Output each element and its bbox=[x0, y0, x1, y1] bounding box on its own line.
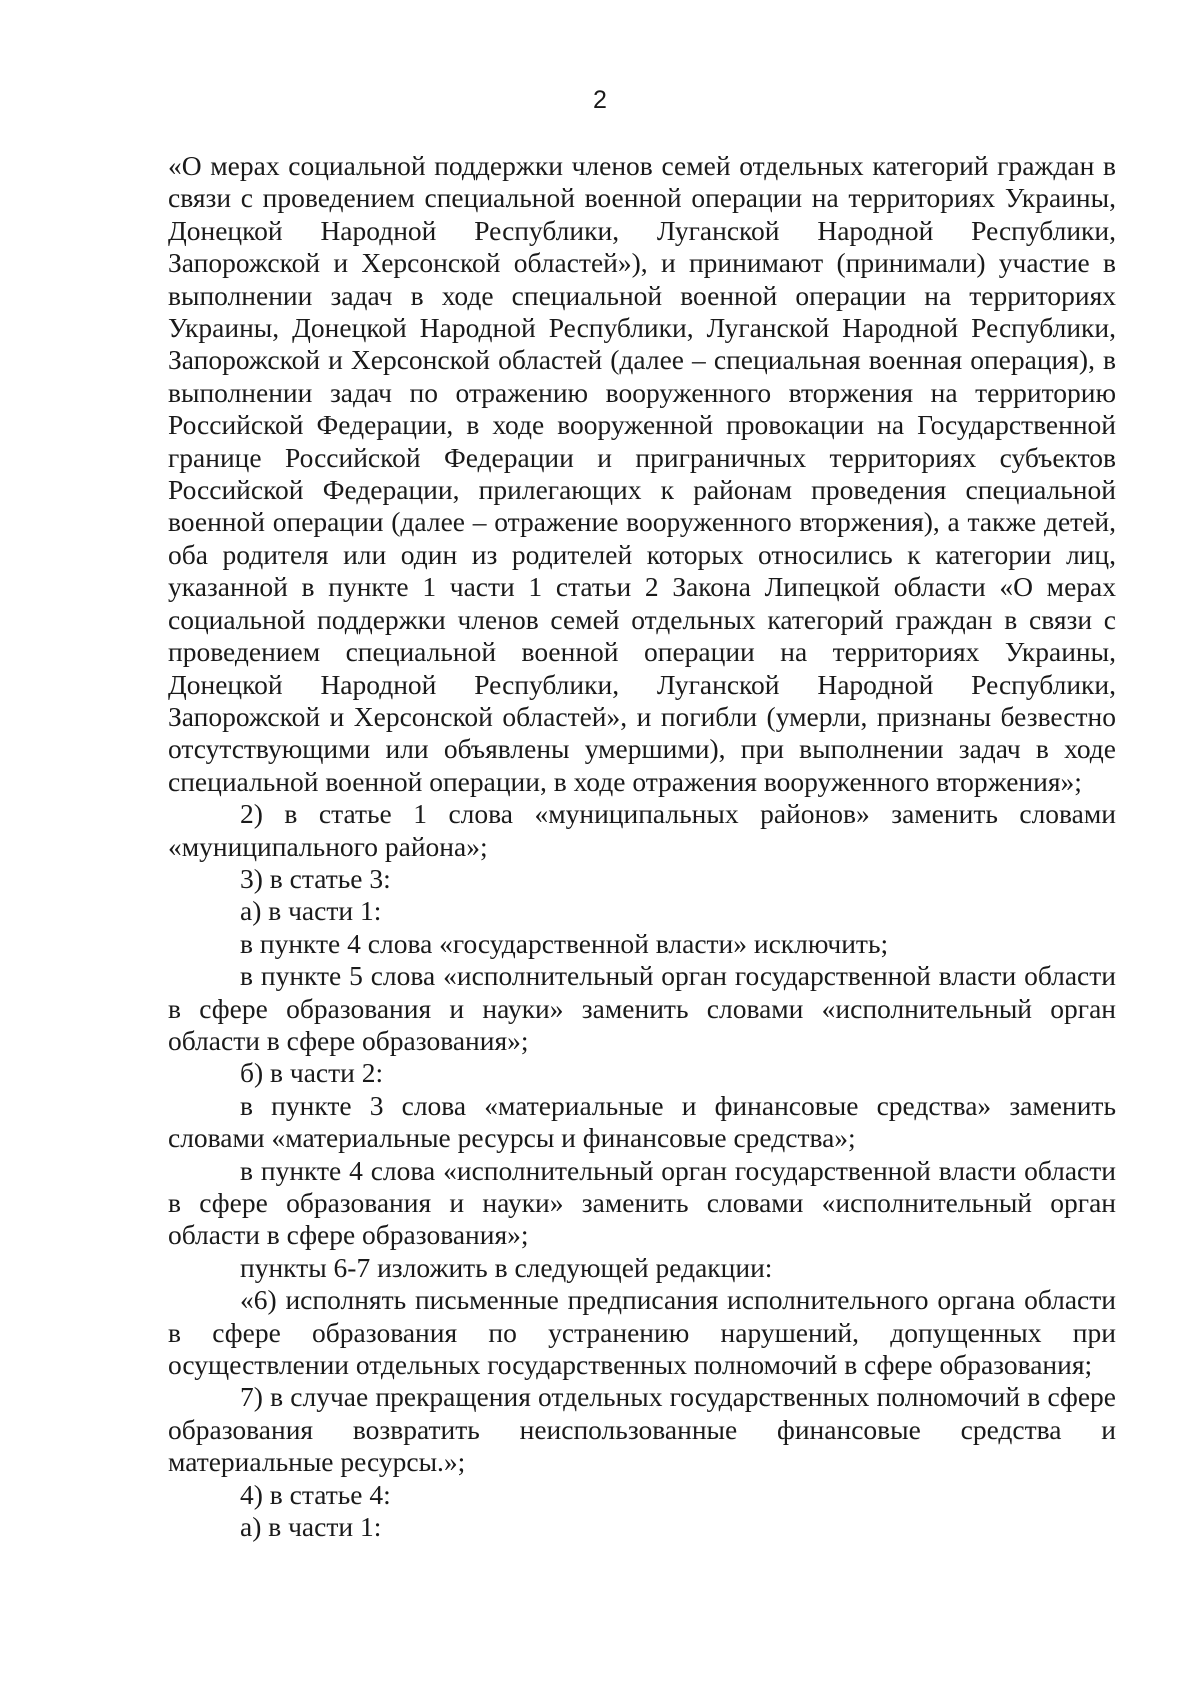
paragraph-item-3a-point-5: в пункте 5 слова «исполнительный орган государственной власти области в сфере образования и науки» заменить словами «исполнительный орган области в сфере образования»; bbox=[168, 960, 1116, 1056]
paragraph-item-3b-point-3: в пункте 3 слова «материальные и финансовые средства» заменить словами «материальные ресурсы и финансовые средства»; bbox=[168, 1089, 1116, 1154]
paragraph-point-6-text: «6) исполнять письменные предписания исполнительного органа области в сфере образования по устранению нарушений, допущенных при осуществлении отдельных государственных полномочий в сфере образования; bbox=[168, 1284, 1116, 1381]
paragraph-point-7-text: 7) в случае прекращения отдельных государственных полномочий в сфере образования возвратить неиспользованные финансовые средства и материальные ресурсы.»; bbox=[168, 1381, 1116, 1478]
paragraph-item-4a: а) в части 1: bbox=[240, 1511, 382, 1543]
paragraph-item-2: 2) в статье 1 слова «муниципальных районов» заменить словами «муниципального района»; bbox=[168, 798, 1116, 862]
paragraph-item-3b-point-4: в пункте 4 слова «исполнительный орган государственной власти области в сфере образования и науки» заменить словами «исполнительный орган области в сфере образования»; bbox=[168, 1154, 1116, 1251]
paragraph-item-3: 3) в статье 3: bbox=[240, 862, 391, 894]
paragraph-item-3a-point-4: в пункте 4 слова «государственной власти» исключить; bbox=[240, 927, 889, 959]
paragraph-item-3b-points-6-7: пункты 6-7 изложить в следующей редакции: bbox=[240, 1251, 773, 1283]
paragraph-item-3b: б) в части 2: bbox=[240, 1057, 384, 1089]
document-body bbox=[168, 150, 1116, 1543]
paragraph-item-3a: а) в части 1: bbox=[240, 895, 382, 927]
paragraph-continuation: «О мерах социальной поддержки членов семей отдельных категорий граждан в связи с проведением специальной военной операции на территориях Украины, Донецкой Народной Республики, Луганской Народной Республики, Запорожской и Херсонской областей»), и принимают (принимали) участие в выполнении задач в ходе специальной военной операции на территориях Украины, Донецкой Народной Республики, Луганской Народной Республики, Запорожской и Херсонской областей (далее – специальная военная операция), в выполнении задач по отражению вооруженного вторжения на территорию Российской Федерации, в ходе вооруженной провокации на Государственной границе Российской Федерации и приграничных территориях субъектов Российской Федерации, прилегающих к районам проведения специальной военной операции (далее – отражение вооруженного вторжения), а также детей, оба родителя или один из родителей которых относились к категории лиц, указанной в пункте 1 части 1 статьи 2 Закона Липецкой области «О мерах социальной поддержки членов семей отдельных категорий граждан в связи с проведением специальной военной операции на территориях Украины, Донецкой Народной Республики, Луганской Народной Республики, Запорожской и Херсонской областей», и погибли (умерли, признаны безвестно отсутствующими или объявлены умершими), при выполнении задач в ходе специальной военной операции, в ходе отражения вооруженного вторжения»; bbox=[168, 150, 1116, 797]
page-number: 2 bbox=[593, 86, 607, 114]
paragraph-item-4: 4) в статье 4: bbox=[240, 1478, 391, 1510]
